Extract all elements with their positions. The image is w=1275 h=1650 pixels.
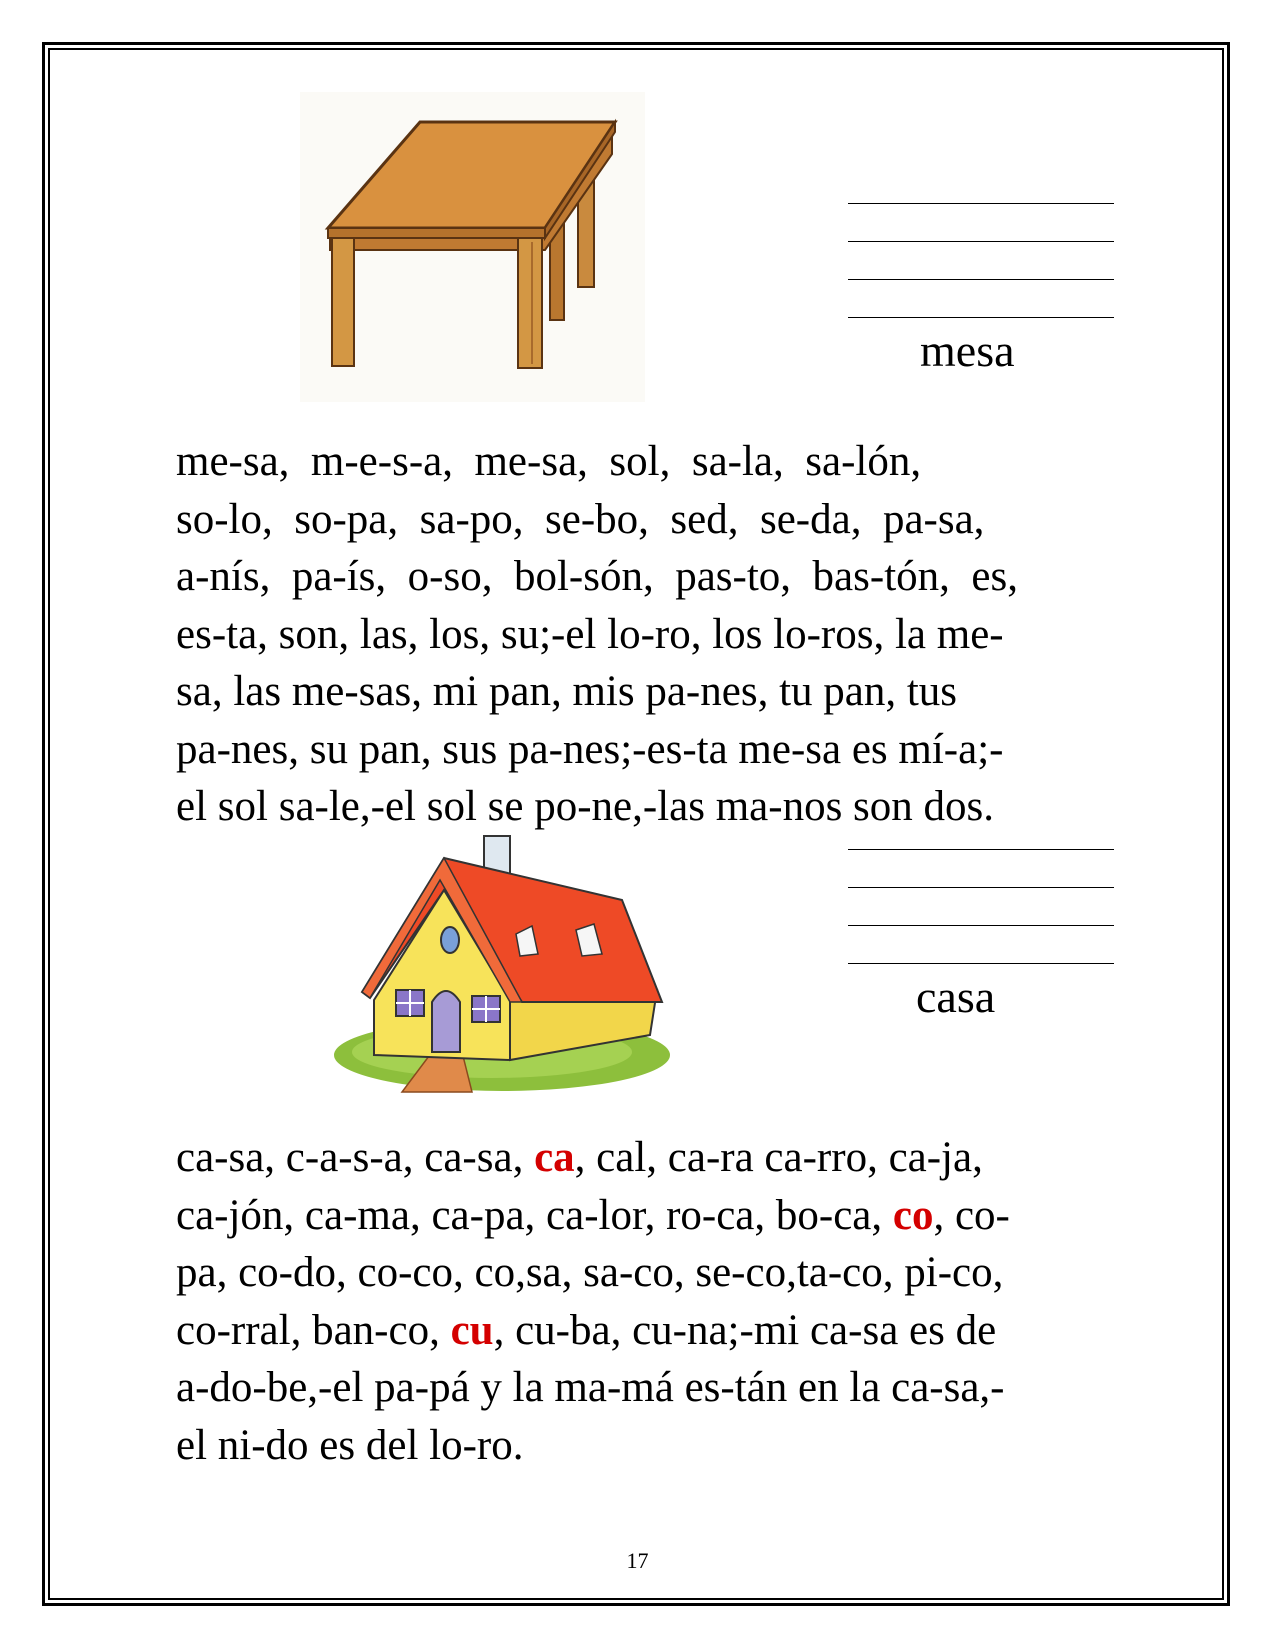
text-segment: a-do-be,-el pa-pá y la ma-má es-tán en la ca-sa,- [176,1364,1005,1411]
text-line [176,1187,1156,1245]
text-segment: pa, co-do, co-co, co,sa, sa-co, se-co,ta-co, pi-co, [176,1249,1004,1296]
text-segment: es-ta, son, las, los, su;-el lo-ro, los lo-ros, la me- [176,610,1004,658]
highlighted-syllable: ca [534,1134,575,1181]
text-line [176,433,1156,491]
text-segment: el ni-do es del lo-ro. [176,1421,524,1469]
text-segment: ca-sa, c-a-s-a, ca-sa, [176,1134,535,1181]
text-line [176,1129,1156,1187]
text-line [176,606,1156,664]
reading-paragraph-2 [176,1129,1156,1474]
house-illustration [332,830,672,1094]
text-segment: so-lo, so-pa, sa-po, se-bo, sed, se-da, pa-sa, [176,495,985,543]
text-line [176,1302,1156,1360]
text-line [176,1359,1156,1417]
text-segment: co-rral, ban-co, [176,1306,451,1354]
text-line [176,1244,1156,1302]
word-caption-mesa: mesa [920,325,1015,376]
text-segment: sa, las me-sas, mi pan, mis pa-nes, tu pan, tus [176,668,958,715]
text-segment: a-nís, pa-ís, o-so, bol-són, pas-to, bas-tón, es, [176,553,1018,600]
page-number: 17 [626,1548,649,1573]
text-line [176,491,1156,549]
table-illustration [300,92,645,402]
text-segment: , co- [933,1191,1010,1239]
text-segment: , cal, ca-ra ca-rro, ca-ja, [574,1134,983,1181]
text-segment: el sol sa-le,-el sol se po-ne,-las ma-nos son dos. [176,783,995,830]
word-caption-casa: casa [916,971,996,1022]
reading-paragraph-1 [176,433,1156,836]
writing-lines-casa [848,812,1114,964]
text-segment: me-sa, m-e-s-a, me-sa, sol, sa-la, sa-lón, [176,438,922,485]
text-line [176,548,1156,606]
highlighted-syllable: cu [450,1306,494,1354]
text-line [176,721,1156,779]
highlighted-syllable: co [892,1191,934,1239]
text-line [176,1417,1156,1475]
text-segment: pa-nes, su pan, sus pa-nes;-es-ta me-sa es mí-a;- [176,725,1004,773]
text-line [176,663,1156,721]
writing-lines-mesa [848,166,1114,318]
text-segment: ca-jón, ca-ma, ca-pa, ca-lor, ro-ca, bo-ca, [176,1191,893,1239]
text-segment: , cu-ba, cu-na;-mi ca-sa es de [493,1306,997,1354]
